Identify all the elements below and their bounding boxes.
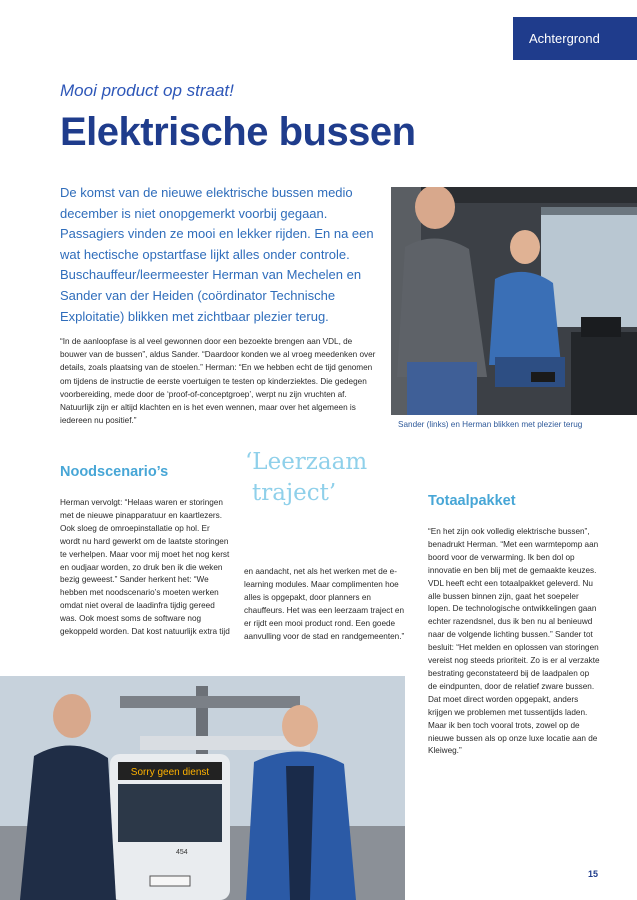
page-number: 15 (588, 869, 599, 879)
photo-bus-at-charger (0, 676, 405, 900)
pull-quote-line1: ‘Leerzaam (245, 449, 368, 475)
pull-quote-line2: traject’ (252, 480, 337, 506)
photo-caption: Sander (links) en Herman blikken met plezier terug (398, 420, 583, 429)
pull-quote (245, 447, 395, 509)
subheading-noodscenarios: Noodscenario’s (60, 464, 169, 480)
intro-paragraph: “In de aanloopfase is al veel gewonnen door een bezoekte brengen aan VDL, de bouwer van de bussen”, aldus Sander. “Daardoor konden we al vroeg meedenken over details, zoals plaatsing van de stoelen.” Herman: “En we hebben echt de tijd genomen om tijdens de instructie de eerste voertuigen te testen op kinderziektes. Die gedegen voorbereiding, mede door de ‘proof-of-conceptgroep’, werpt nu zijn vruchten af. Natuurlijk zijn er altijd klachten en is het even wennen, maar over het algemeen is iedereen nu positief.” (60, 337, 376, 426)
body-column-1: Herman vervolgt: “Helaas waren er storingen met de nieuwe pinapparatuur en kaartlezers. Ook sloeg de omroepinstallatie op hol. Er wordt nu hard gewerkt om de laatste storingen te verhelpen. Maar voor mij moet het nog kerst en oudjaar worden, zo druk ben ik die weken bezig geweest.” Sander herkent het: “We hebben met noodscenario’s moeten werken omdat niet overal de laadinfra tijdig gereed was. Ook moest soms de software nog gekoppeld worden. Dat kost natuurlijk extra tijd (60, 498, 230, 637)
body-column-2: en aandacht, net als het werken met de e-learning modules. Maar complimenten hoe alles is opgepakt, door planners en chauffeurs. Het was een leerzaam traject en er rijdt een mooi product rond. Een goede aanvulling voor de stad en randgemeenten.” (244, 567, 405, 641)
lead-paragraph: De komst van de nieuwe elektrische bussen medio december is niet onopgemerkt voorbij gegaan. Passagiers vinden ze mooi en lekker rijden. En na een wat hectische opstartfase lijkt alles onder controle. Buschauffeur/leermeester Herman van Mechelen en Sander van der Heiden (coördinator Technische Exploitatie) blikken met zichtbaar plezier terug. (60, 185, 374, 324)
body-column-3: “En het zijn ook volledig elektrische bussen”, benadrukt Herman. “Met een warmtepomp aan boord voor de verwarming. Ik ben dol op innovatie en ben blij met de gemaakte keuzes. VDL heeft echt een totaalpakket geleverd. Nu alle bussen binnen zijn, gaat het soepeler lopen. De technologische ontwikkelingen gaan echter razendsnel, dus ik ben nu al benieuwd naar de volgende lichting bussen.” Sander tot besluit: “Het melden en oplossen van storingen vereist nog steeds prioriteit. Zo is er al verzakte bestrating geconstateerd bij de laadpalen op de eindpunten, door de relatief zware bussen. Dat moet direct worden opgepakt, anders krijgen we problemen met tussentijds laden. Maar ik ben toch vooral trots, zowel op de nieuwe bussen als op onze luxe locatie aan de Kleiweg.” (428, 527, 600, 756)
kicker: Mooi product op straat! (60, 81, 234, 100)
photo-drivers-in-bus (391, 187, 637, 415)
page-title: Elektrische bussen (60, 110, 416, 154)
bus-number: 454 (176, 849, 188, 856)
bus-destination-display: Sorry geen dienst (130, 767, 210, 778)
section-tab: Achtergrond (513, 17, 637, 60)
subheading-totaalpakket: Totaalpakket (428, 493, 516, 509)
